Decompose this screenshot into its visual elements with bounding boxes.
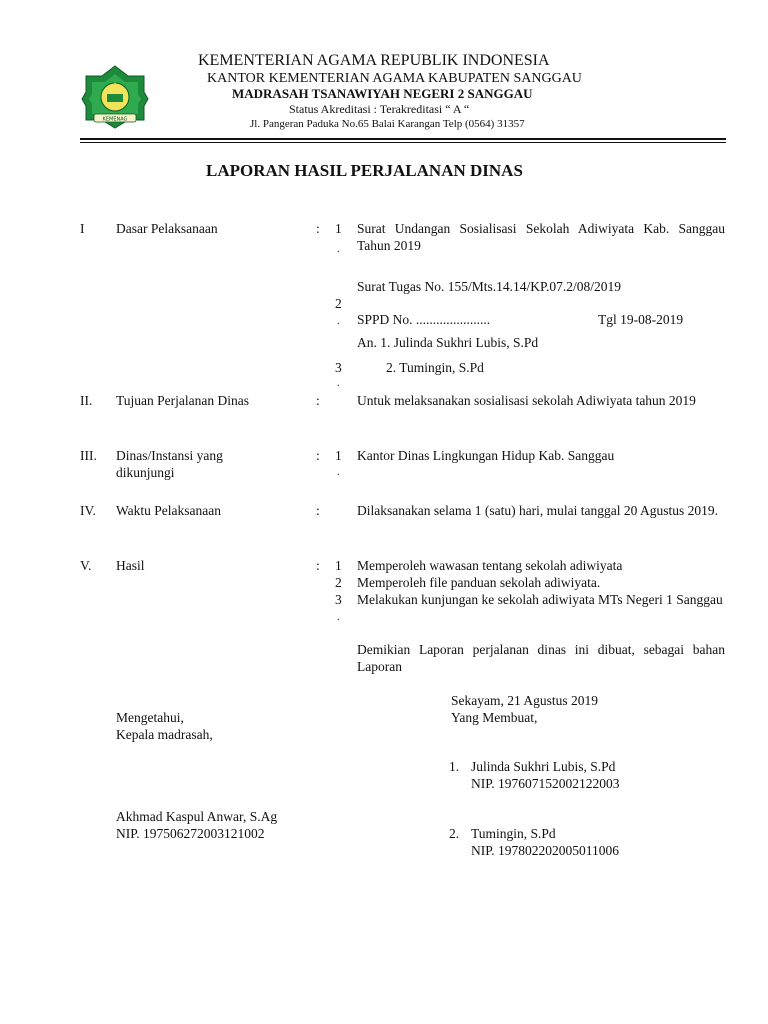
section-number: V. — [80, 558, 92, 573]
section-colon: : — [316, 558, 320, 573]
result-item: Memperoleh wawasan tentang sekolah adiwiyata — [357, 558, 623, 573]
item-number: 2 — [335, 575, 342, 590]
section-label: Tujuan Perjalanan Dinas — [116, 393, 249, 408]
section-colon: : — [316, 503, 320, 518]
head-nip: NIP. 197506272003121002 — [116, 826, 265, 841]
section-label: Dasar Pelaksanaan — [116, 221, 218, 236]
section-colon: : — [316, 221, 320, 236]
item-dot: . — [337, 467, 340, 478]
accreditation-status: Status Akreditasi : Terakreditasi “ A “ — [289, 102, 470, 116]
item-dot: . — [337, 316, 340, 327]
head-title: Kepala madrasah, — [116, 727, 213, 742]
signer-name: Tumingin, S.Pd — [471, 826, 556, 841]
closing-statement: Demikian Laporan perjalanan dinas ini dibuat, sebagai bahan Laporan — [357, 642, 725, 674]
item-number: 3 — [335, 360, 342, 375]
section-label: Dinas/Instansi yang — [116, 448, 223, 463]
section-label-cont: dikunjungi — [116, 465, 175, 480]
section-colon: : — [316, 448, 320, 463]
header-rule-thick — [80, 138, 726, 140]
visited-agency: Kantor Dinas Lingkungan Hidup Kab. Sanggau — [357, 448, 615, 463]
basis-assignment: Surat Tugas No. 155/Mts.14.14/KP.07.2/08/2019 — [357, 279, 622, 294]
report-title: LAPORAN HASIL PERJALANAN DINAS — [206, 161, 523, 180]
office-name: KANTOR KEMENTERIAN AGAMA KABUPATEN SANGGAU — [207, 71, 582, 86]
assignee-2: 2. Tumingin, S.Pd — [386, 360, 484, 375]
knowing-label: Mengetahui, — [116, 710, 184, 725]
section-number: I — [80, 221, 85, 236]
result-item: Melakukan kunjungan ke sekolah adiwiyata MTs Negeri 1 Sanggau — [357, 592, 723, 607]
assignee-1: An. 1. Julinda Sukhri Lubis, S.Pd — [357, 335, 539, 350]
signer-name: Julinda Sukhri Lubis, S.Pd — [471, 759, 616, 774]
item-number: 1 — [335, 221, 342, 236]
basis-invitation: Surat Undangan Sosialisasi Sekolah Adiwiyata Kab. Sanggau Tahun 2019 — [357, 221, 725, 253]
section-number: II. — [80, 393, 93, 408]
signer-number: 1. — [449, 759, 460, 774]
item-dot: . — [337, 378, 340, 389]
signer-nip: NIP. 197607152002122003 — [471, 776, 620, 791]
item-dot: . — [337, 244, 340, 255]
sppd-number: SPPD No. ...................... — [357, 312, 491, 327]
signer-number: 2. — [449, 826, 460, 841]
section-number: III. — [80, 448, 97, 463]
execution-time: Dilaksanakan selama 1 (satu) hari, mulai tanggal 20 Agustus 2019. — [357, 503, 719, 518]
item-number: 3 — [335, 592, 342, 607]
school-address: Jl. Pangeran Paduka No.65 Balai Karangan Telp (0564) 31357 — [250, 118, 525, 130]
section-colon: : — [316, 393, 320, 408]
item-dot: . — [337, 612, 340, 623]
item-number: 1 — [335, 448, 342, 463]
header-rule-thin — [80, 142, 726, 143]
maker-label: Yang Membuat, — [451, 710, 538, 725]
sppd-date: Tgl 19-08-2019 — [598, 312, 684, 327]
item-number: 1 — [335, 558, 342, 573]
section-number: IV. — [80, 503, 96, 518]
signer-nip: NIP. 197802202005011006 — [471, 843, 620, 858]
item-number: 2 — [335, 296, 342, 311]
place-date: Sekayam, 21 Agustus 2019 — [451, 693, 598, 708]
ministry-logo — [80, 64, 150, 130]
result-item: Memperoleh file panduan sekolah adiwiyata. — [357, 575, 601, 590]
logo-text: KEMENAG — [102, 116, 128, 123]
ministry-name: KEMENTERIAN AGAMA REPUBLIK INDONESIA — [198, 52, 550, 69]
section-label: Waktu Pelaksanaan — [116, 503, 222, 518]
head-name: Akhmad Kaspul Anwar, S.Ag — [116, 809, 278, 824]
trip-purpose: Untuk melaksanakan sosialisasi sekolah Adiwiyata tahun 2019 — [357, 393, 696, 408]
section-label: Hasil — [116, 558, 145, 573]
school-name: MADRASAH TSANAWIYAH NEGERI 2 SANGGAU — [232, 86, 533, 101]
